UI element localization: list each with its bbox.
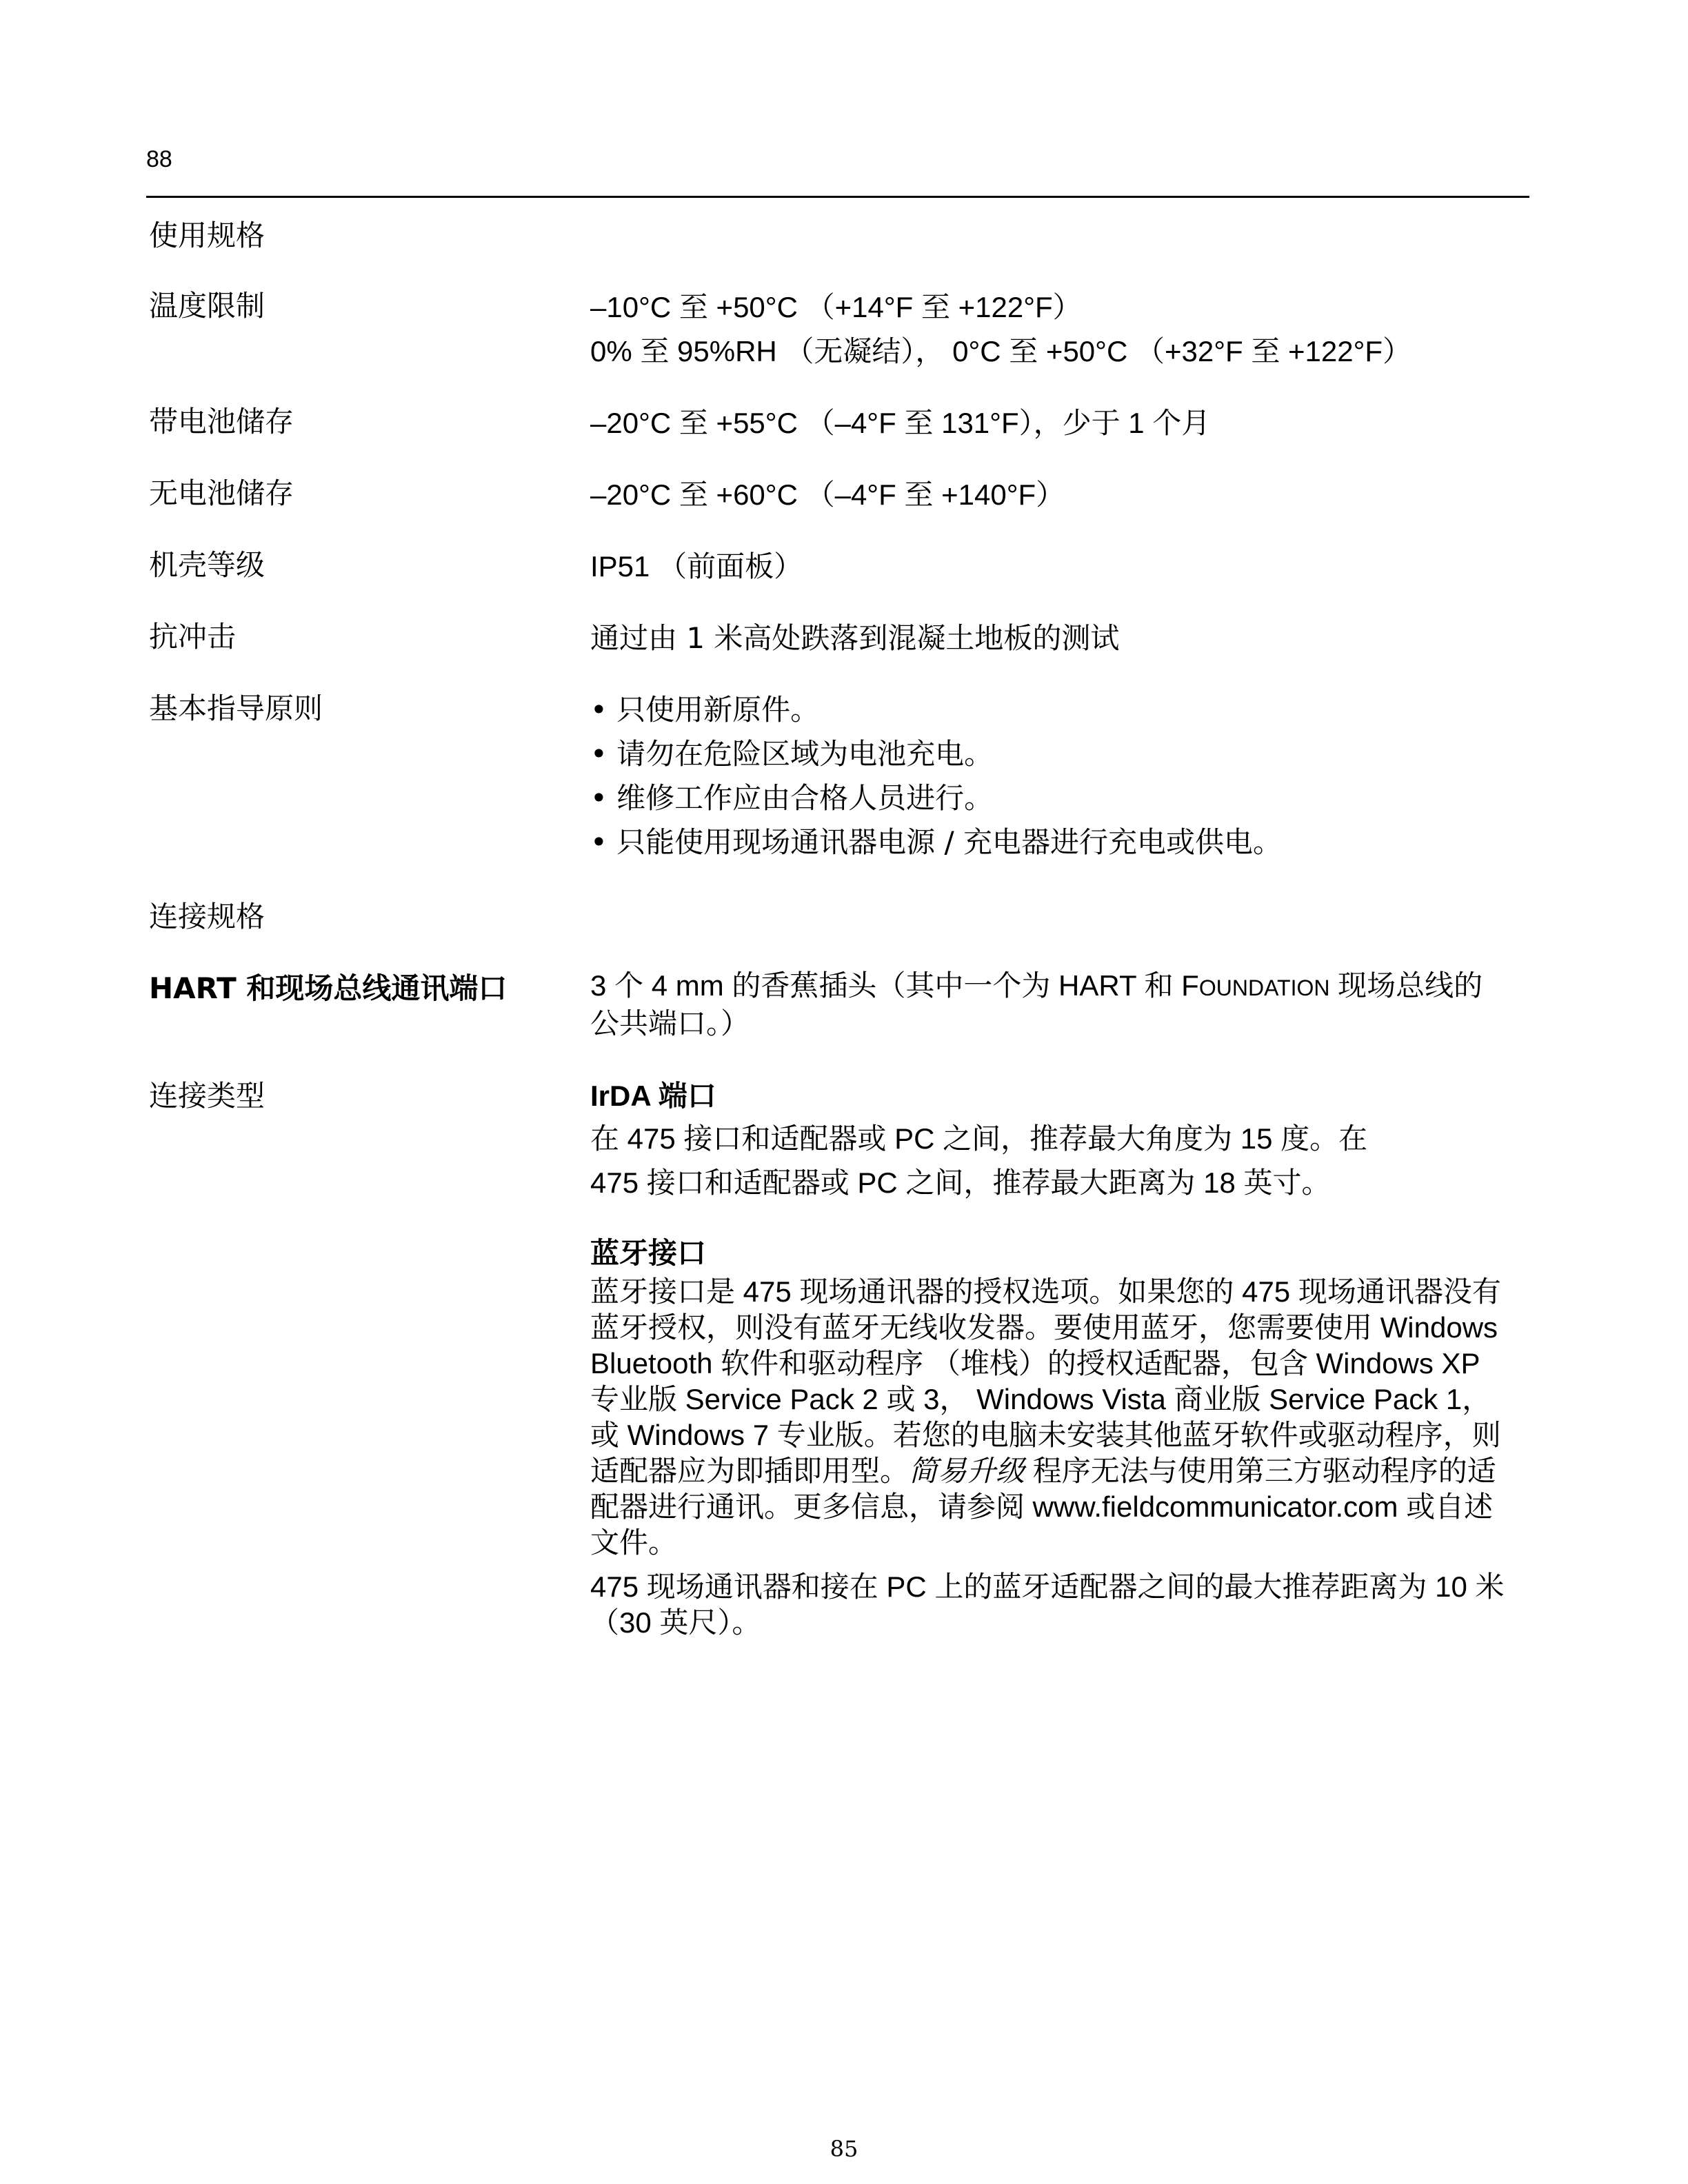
- spec-value: [590, 285, 1549, 374]
- footer-page-number: 85: [830, 2136, 858, 2162]
- spec-value: –20°C 至 +60°C （–4°F 至 +140°F）: [590, 478, 1065, 511]
- spec-value: [590, 688, 1549, 865]
- spec-label: [149, 968, 576, 1009]
- spec-value: [590, 968, 1549, 1042]
- text-run: 3 个 4 mm 的香蕉插头（其中一个为 HART 和 F: [590, 969, 1199, 1002]
- spec-label: 抗冲击: [149, 620, 237, 654]
- spec-value: [590, 1075, 1549, 1641]
- text-run: 适配器应为即插即用型。: [590, 1455, 910, 1487]
- spec-value: –20°C 至 +55°C （–4°F 至 131°F），少于 1 个月: [590, 407, 1211, 439]
- bluetooth-line: 蓝牙授权，则没有蓝牙无线收发器。要使用蓝牙，您需要使用 Windows: [590, 1311, 1498, 1344]
- spec-value-line: –10°C 至 +50°C （+14°F 至 +122°F）: [590, 291, 1082, 323]
- small-caps-run: OUNDATION: [1198, 975, 1330, 1000]
- header-page-number: 88: [146, 146, 172, 172]
- bluetooth-title: 蓝牙接口: [590, 1237, 707, 1269]
- bluetooth-line: Bluetooth 软件和驱动程序 （堆栈）的授权适配器，包含 Windows XP: [590, 1347, 1480, 1379]
- list-item: • 请勿在危险区域为电池充电。: [590, 737, 994, 771]
- list-item: • 只能使用现场通讯器电源 / 充电器进行充电或供电。: [590, 825, 1282, 859]
- guideline-list: [590, 688, 1549, 865]
- spec-label-text: HART 和现场总线通讯端口: [149, 971, 508, 1005]
- program-name: 简易升级: [909, 1455, 1025, 1487]
- spec-label: 机壳等级: [149, 548, 265, 582]
- spec-value: IP51 （前面板）: [590, 550, 803, 583]
- section-title-connection: 连接规格: [149, 900, 265, 933]
- spec-value: 通过由 1 米高处跌落到混凝土地板的测试: [590, 621, 1120, 655]
- bluetooth-line: 专业版 Service Pack 2 或 3， Windows Vista 商业版 Service Pack 1，: [590, 1383, 1491, 1415]
- spec-label: 基本指导原则: [149, 691, 323, 725]
- bluetooth-line: [590, 1453, 1549, 1489]
- spec-label: 无电池储存: [149, 476, 294, 510]
- bluetooth-line: 配器进行通讯。更多信息，请参阅 www.fieldcommunicator.com 或自述: [590, 1490, 1494, 1523]
- spec-label: 带电池储存: [149, 405, 294, 438]
- irda-line: 475 接口和适配器或 PC 之间，推荐最大距离为 18 英寸。: [590, 1166, 1331, 1199]
- bluetooth-line: 或 Windows 7 专业版。若您的电脑未安装其他蓝牙软件或驱动程序，则: [590, 1419, 1501, 1451]
- text-run: 现场总线的: [1329, 969, 1483, 1002]
- bluetooth-distance-line: （30 英尺）。: [590, 1606, 761, 1639]
- spec-value-line: 公共端口。）: [590, 1007, 750, 1040]
- spec-value-line: [590, 968, 1549, 1006]
- header-rule: [146, 196, 1529, 198]
- bluetooth-line: 文件。: [590, 1526, 678, 1559]
- bluetooth-line: 蓝牙接口是 475 现场通讯器的授权选项。如果您的 475 现场通讯器没有: [590, 1275, 1501, 1308]
- spec-label: 温度限制: [149, 289, 265, 323]
- text-run: 程序无法与使用第三方驱动程序的适: [1025, 1455, 1496, 1487]
- list-item: • 维修工作应由合格人员进行。: [590, 781, 994, 815]
- spec-label: 连接类型: [149, 1079, 265, 1113]
- spec-value-line: 0% 至 95%RH （无凝结）， 0°C 至 +50°C （+32°F 至 +122°F）: [590, 335, 1412, 367]
- irda-line: 在 475 接口和适配器或 PC 之间，推荐最大角度为 15 度。在: [590, 1122, 1368, 1155]
- irda-title: IrDA 端口: [590, 1080, 716, 1112]
- list-item: • 只使用新原件。: [590, 693, 820, 727]
- section-title-usage: 使用规格: [149, 219, 265, 252]
- bluetooth-distance-line: 475 现场通讯器和接在 PC 上的蓝牙适配器之间的最大推荐距离为 10 米: [590, 1570, 1505, 1603]
